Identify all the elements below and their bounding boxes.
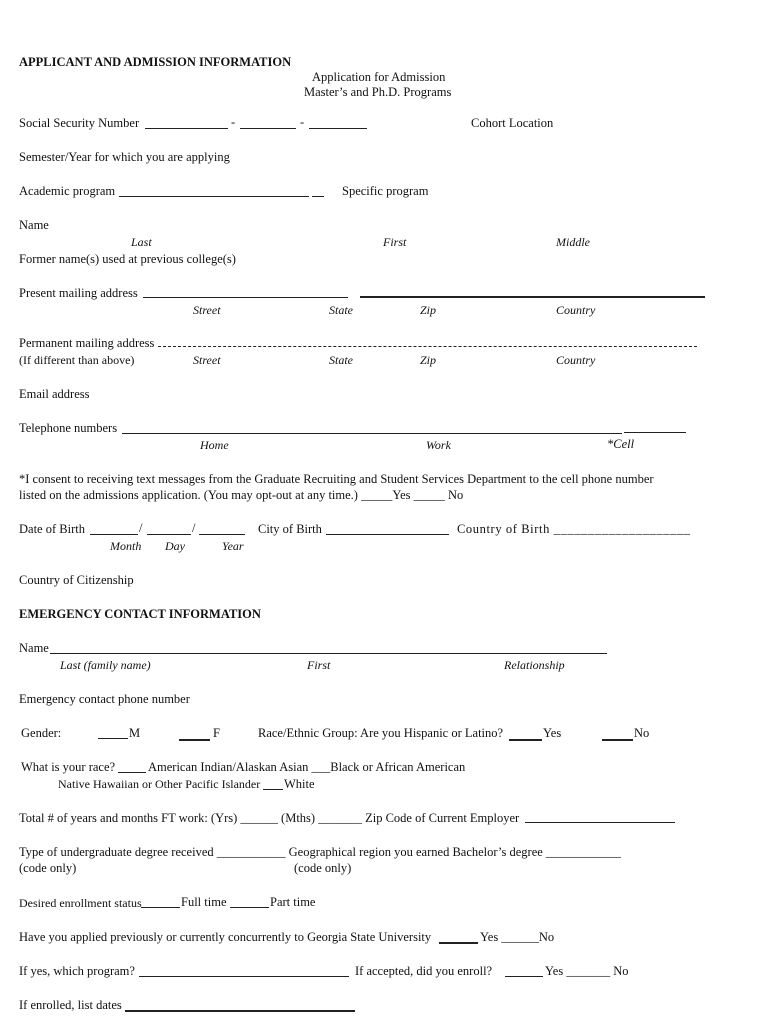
dob-year-field[interactable] — [199, 534, 245, 535]
name-hint-first: First — [383, 235, 407, 249]
emergency-hint-relationship: Relationship — [504, 658, 565, 672]
dob-slash-1: / — [139, 521, 143, 535]
present-address-rest-field[interactable] — [360, 296, 705, 298]
hispanic-question-label: Race/Ethnic Group: Are you Hispanic or Latino? — [258, 726, 504, 740]
hispanic-no-field[interactable] — [602, 739, 633, 741]
race-american-indian-field[interactable] — [118, 772, 146, 773]
race-question-label: What is your race? — [21, 760, 116, 774]
permanent-hint-state: State — [329, 353, 353, 367]
cohort-location-label: Cohort Location — [471, 116, 554, 130]
telephone-label: Telephone numbers — [19, 421, 118, 435]
which-program-field[interactable] — [139, 976, 349, 977]
work-years-label: Total # of years and months FT work: (Yrs) ______ (Mths) _______ Zip Code of Current Employer — [19, 811, 520, 825]
race-option-hawaiian: Native Hawaiian or Other Pacific Islander — [58, 777, 261, 791]
consent-text-line1: *I consent to receiving text messages from the Graduate Recruiting and Student Services Department to the cell phone number — [19, 472, 654, 486]
emergency-hint-first: First — [307, 658, 331, 672]
name-hint-last: Last — [131, 235, 152, 249]
enrolled-dates-field[interactable] — [125, 1010, 355, 1012]
city-of-birth-label: City of Birth — [258, 522, 322, 536]
gender-f-field[interactable] — [179, 739, 210, 741]
consent-text-line2: listed on the admissions application. (You may opt-out at any time.) _____Yes _____ No — [19, 488, 464, 502]
dob-month-field[interactable] — [90, 534, 138, 535]
present-address-street-field[interactable] — [143, 297, 348, 298]
email-label: Email address — [19, 387, 90, 401]
gender-f-label: F — [213, 726, 220, 740]
degree-code-only: (code only) — [19, 861, 77, 875]
ssn-dash-2: - — [300, 115, 305, 129]
present-address-label: Present mailing address — [19, 286, 138, 300]
part-time-label: Part time — [270, 895, 316, 909]
which-program-label: If yes, which program? — [19, 964, 135, 978]
dob-hint-month: Month — [110, 539, 142, 553]
ssn-dash-1: - — [231, 115, 236, 129]
telephone-field[interactable] — [122, 433, 622, 434]
employer-zip-field[interactable] — [525, 822, 675, 823]
dob-day-field[interactable] — [147, 534, 191, 535]
permanent-hint-zip: Zip — [420, 353, 437, 367]
enroll-yes-no-label: Yes _______ No — [545, 964, 629, 978]
emergency-hint-last: Last (family name) — [60, 658, 151, 672]
dob-hint-day: Day — [165, 539, 185, 553]
hispanic-yes-label: Yes — [543, 726, 562, 740]
academic-program-label: Academic program — [19, 184, 116, 198]
section-heading-applicant: APPLICANT AND ADMISSION INFORMATION — [19, 55, 292, 69]
permanent-hint-street: Street — [193, 353, 221, 367]
citizenship-label: Country of Citizenship — [19, 573, 134, 587]
ssn-part2-field[interactable] — [240, 128, 296, 129]
academic-program-field[interactable] — [119, 196, 309, 197]
emergency-name-label: Name — [19, 641, 49, 655]
race-white-field[interactable] — [263, 789, 283, 790]
specific-program-label: Specific program — [342, 184, 429, 198]
applied-previously-label: Have you applied previously or currently concurrently to Georgia State University — [19, 930, 432, 944]
dob-hint-year: Year — [222, 539, 244, 553]
present-hint-zip: Zip — [420, 303, 437, 317]
applied-yes-no-label: Yes ______No — [480, 930, 555, 944]
enroll-yes-field[interactable] — [505, 976, 543, 977]
ssn-part3-field[interactable] — [309, 128, 367, 129]
present-hint-street: Street — [193, 303, 221, 317]
hispanic-no-label: No — [634, 726, 650, 740]
gender-label: Gender: — [21, 726, 62, 740]
phone-hint-work: Work — [426, 438, 451, 452]
race-option-white: White — [284, 777, 315, 791]
race-options-line1: American Indian/Alaskan Asian ___Black or African American — [148, 760, 466, 774]
present-hint-state: State — [329, 303, 353, 317]
full-time-label: Full time — [181, 895, 227, 909]
semester-year-label: Semester/Year for which you are applying — [19, 150, 230, 164]
hispanic-yes-field[interactable] — [509, 739, 542, 741]
phone-hint-home: Home — [200, 438, 229, 452]
permanent-address-note: (If different than above) — [19, 353, 135, 367]
former-names-label: Former name(s) used at previous college(s) — [19, 252, 236, 266]
permanent-hint-country: Country — [556, 353, 596, 367]
form-title-line2: Master’s and Ph.D. Programs — [304, 85, 452, 99]
emergency-phone-label: Emergency contact phone number — [19, 692, 190, 706]
present-hint-country: Country — [556, 303, 596, 317]
country-of-birth-label: Country of Birth ____________________ — [457, 522, 691, 536]
gender-m-field[interactable] — [98, 738, 128, 739]
name-hint-middle: Middle — [556, 235, 590, 249]
phone-hint-cell: *Cell — [607, 437, 635, 451]
permanent-address-label: Permanent mailing address — [19, 336, 155, 350]
dob-label: Date of Birth — [19, 522, 85, 536]
permanent-address-field[interactable] — [158, 346, 697, 347]
cell-phone-field[interactable] — [624, 432, 686, 433]
full-time-field[interactable] — [141, 907, 180, 908]
name-label: Name — [19, 218, 49, 232]
city-of-birth-field[interactable] — [326, 534, 449, 535]
academic-program-extra-field[interactable] — [312, 196, 324, 197]
section-heading-emergency: EMERGENCY CONTACT INFORMATION — [19, 607, 261, 621]
degree-type-label: Type of undergraduate degree received ___________ Geographical region you earned Bachelor’s degree ____________ — [19, 845, 621, 859]
enrolled-dates-label: If enrolled, list dates — [19, 998, 122, 1012]
did-you-enroll-label: If accepted, did you enroll? — [355, 964, 493, 978]
form-title-line1: Application for Admission — [312, 70, 446, 84]
emergency-name-field[interactable] — [50, 653, 607, 654]
applied-yes-field[interactable] — [439, 942, 478, 944]
dob-slash-2: / — [192, 521, 196, 535]
gender-m-label: M — [129, 726, 141, 740]
ssn-label: Social Security Number — [19, 116, 140, 130]
enrollment-status-label: Desired enrollment status — [19, 896, 142, 910]
part-time-field[interactable] — [230, 907, 269, 908]
ssn-part1-field[interactable] — [145, 128, 228, 129]
region-code-only: (code only) — [294, 861, 352, 875]
